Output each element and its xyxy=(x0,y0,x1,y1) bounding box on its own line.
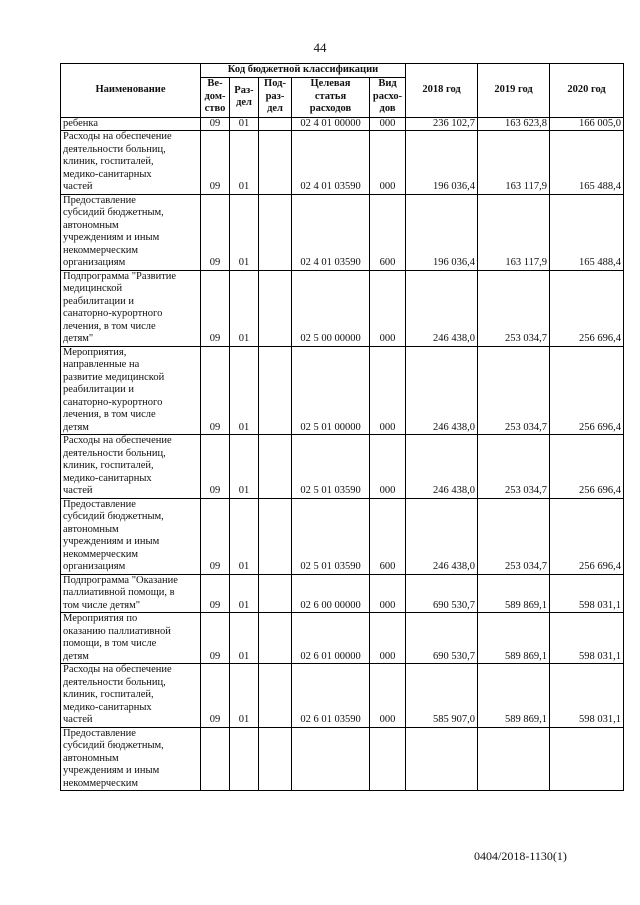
cell-name xyxy=(61,613,201,664)
cell-vid-raskhodov xyxy=(370,727,406,791)
cell-podrazdel xyxy=(259,346,292,435)
cell-name-line: автономным xyxy=(63,752,119,764)
cell-name-line: паллиативной помощи, в xyxy=(63,587,175,598)
cell-2019: 589 869,1 xyxy=(478,613,550,664)
cell-podrazdel xyxy=(259,574,292,613)
cell-razdel: 01 xyxy=(230,498,259,574)
header-name: Наименование xyxy=(61,64,201,118)
cell-name-line: организациям xyxy=(63,561,126,572)
cell-name-line: клиник, госпиталей, xyxy=(63,689,154,700)
cell-vedomstvo: 09 xyxy=(201,270,230,346)
cell-name-line: Расходы на обеспечение xyxy=(63,435,172,446)
cell-tselevaya-statya: 02 5 01 03590 xyxy=(292,498,370,574)
cell-2018: 690 530,7 xyxy=(406,574,478,613)
cell-name-line: некоммерческим xyxy=(63,244,139,256)
cell-vedomstvo: 09 xyxy=(201,498,230,574)
cell-2020: 256 696,4 xyxy=(550,498,624,574)
cell-vid-raskhodov: 000 xyxy=(370,117,406,131)
header-vid-raskhodov: Вид расхо- дов xyxy=(370,77,406,117)
header-2020: 2020 год xyxy=(550,64,624,118)
cell-2019: 163 623,8 xyxy=(478,117,550,131)
cell-razdel: 01 xyxy=(230,346,259,435)
cell-name-line: санаторно-курортного xyxy=(63,308,163,319)
cell-name-line: помощи, в том числе xyxy=(63,638,157,649)
cell-2020: 598 031,1 xyxy=(550,574,624,613)
table-row xyxy=(61,613,624,664)
cell-name-line: лечения, в том числе xyxy=(63,409,156,420)
cell-tselevaya-statya: 02 5 00 00000 xyxy=(292,270,370,346)
cell-2018: 236 102,7 xyxy=(406,117,478,131)
cell-tselevaya-statya xyxy=(292,727,370,791)
cell-name-line: Расходы на обеспечение xyxy=(63,664,172,675)
cell-vedomstvo: 09 xyxy=(201,664,230,728)
cell-2019: 253 034,7 xyxy=(478,346,550,435)
cell-razdel: 01 xyxy=(230,664,259,728)
cell-name xyxy=(61,727,201,791)
table-row xyxy=(61,498,624,574)
cell-name-line: лечения, в том числе xyxy=(63,320,156,332)
cell-tselevaya-statya: 02 5 01 03590 xyxy=(292,435,370,499)
cell-name-line: Подпрограмма "Развитие xyxy=(63,270,177,282)
cell-razdel: 01 xyxy=(230,435,259,499)
table-row xyxy=(61,131,624,195)
cell-name-line: направленные на xyxy=(63,359,140,370)
cell-razdel: 01 xyxy=(230,574,259,613)
cell-2020: 166 005,0 xyxy=(550,117,624,131)
cell-name-line: реабилитации и xyxy=(63,384,134,395)
cell-name xyxy=(61,346,201,435)
cell-name-line: Расходы на обеспечение xyxy=(63,131,172,142)
cell-tselevaya-statya: 02 5 01 00000 xyxy=(292,346,370,435)
cell-2018: 690 530,7 xyxy=(406,613,478,664)
cell-podrazdel xyxy=(259,613,292,664)
header-tselevaya-statya: Целевая статья расходов xyxy=(292,77,370,117)
cell-tselevaya-statya: 02 6 01 03590 xyxy=(292,664,370,728)
cell-name-line: Мероприятия, xyxy=(63,346,127,358)
cell-name-line: учреждениям и иным xyxy=(63,232,160,243)
cell-name xyxy=(61,117,201,131)
table-row xyxy=(61,346,624,435)
header-2019: 2019 год xyxy=(478,64,550,118)
cell-2020: 256 696,4 xyxy=(550,435,624,499)
cell-2020: 598 031,1 xyxy=(550,613,624,664)
cell-name xyxy=(61,664,201,728)
cell-2019 xyxy=(478,727,550,791)
cell-2018: 196 036,4 xyxy=(406,131,478,195)
cell-2020: 256 696,4 xyxy=(550,270,624,346)
cell-podrazdel xyxy=(259,131,292,195)
cell-name-line: некоммерческим xyxy=(63,777,139,789)
cell-name-line: автономным xyxy=(63,219,119,231)
cell-2019: 253 034,7 xyxy=(478,498,550,574)
page-number: 44 xyxy=(313,40,327,55)
table-row xyxy=(61,664,624,728)
cell-name-line: клиник, госпиталей, xyxy=(63,460,154,471)
cell-name-line: учреждениям и иным xyxy=(63,536,160,547)
cell-vedomstvo: 09 xyxy=(201,117,230,131)
cell-tselevaya-statya: 02 4 01 03590 xyxy=(292,194,370,270)
cell-vedomstvo: 09 xyxy=(201,346,230,435)
budget-table xyxy=(60,63,624,791)
cell-name xyxy=(61,194,201,270)
cell-2019: 253 034,7 xyxy=(478,270,550,346)
cell-2019: 589 869,1 xyxy=(478,664,550,728)
cell-2020: 256 696,4 xyxy=(550,346,624,435)
cell-name-line: клиник, госпиталей, xyxy=(63,156,154,167)
cell-vid-raskhodov: 000 xyxy=(370,574,406,613)
cell-tselevaya-statya: 02 6 00 00000 xyxy=(292,574,370,613)
cell-tselevaya-statya: 02 6 01 00000 xyxy=(292,613,370,664)
cell-razdel: 01 xyxy=(230,131,259,195)
cell-vedomstvo xyxy=(201,727,230,791)
cell-2018 xyxy=(406,727,478,791)
cell-2018: 246 438,0 xyxy=(406,435,478,499)
header-razdel: Раз- дел xyxy=(230,77,259,117)
cell-name-line: медицинской xyxy=(63,283,123,294)
cell-vid-raskhodov: 600 xyxy=(370,498,406,574)
cell-vedomstvo: 09 xyxy=(201,131,230,195)
cell-name-line: том числе детям" xyxy=(63,599,141,611)
cell-name-line: субсидий бюджетным, xyxy=(63,207,164,218)
cell-name-line: частей xyxy=(63,714,93,725)
cell-vedomstvo: 09 xyxy=(201,574,230,613)
cell-name xyxy=(61,270,201,346)
cell-2018: 585 907,0 xyxy=(406,664,478,728)
cell-name-line: Подпрограмма "Оказание xyxy=(63,574,178,586)
cell-name-line: Предоставление xyxy=(63,498,136,510)
cell-2018: 246 438,0 xyxy=(406,270,478,346)
cell-2019: 163 117,9 xyxy=(478,194,550,270)
table-row xyxy=(61,270,624,346)
cell-tselevaya-statya: 02 4 01 03590 xyxy=(292,131,370,195)
cell-razdel xyxy=(230,727,259,791)
table-row xyxy=(61,574,624,613)
cell-razdel: 01 xyxy=(230,613,259,664)
cell-vedomstvo: 09 xyxy=(201,613,230,664)
cell-2019: 589 869,1 xyxy=(478,574,550,613)
cell-name-line: детям xyxy=(63,650,89,662)
cell-podrazdel xyxy=(259,117,292,131)
header-classification: Код бюджетной классификации xyxy=(201,64,406,78)
cell-2020: 165 488,4 xyxy=(550,194,624,270)
cell-podrazdel xyxy=(259,498,292,574)
cell-vid-raskhodov: 000 xyxy=(370,435,406,499)
cell-vid-raskhodov: 600 xyxy=(370,194,406,270)
cell-2018: 246 438,0 xyxy=(406,346,478,435)
cell-name-line: ребенка xyxy=(63,117,98,129)
table-body xyxy=(61,117,624,791)
cell-vid-raskhodov: 000 xyxy=(370,613,406,664)
cell-2019: 163 117,9 xyxy=(478,131,550,195)
table-row xyxy=(61,194,624,270)
cell-name-line: развитие медицинской xyxy=(63,371,165,383)
cell-podrazdel xyxy=(259,435,292,499)
table-row xyxy=(61,727,624,791)
cell-vedomstvo: 09 xyxy=(201,435,230,499)
cell-vid-raskhodov: 000 xyxy=(370,270,406,346)
cell-name-line: реабилитации и xyxy=(63,295,134,307)
cell-2019: 253 034,7 xyxy=(478,435,550,499)
cell-name-line: оказанию паллиативной xyxy=(63,625,171,637)
table-row xyxy=(61,435,624,499)
cell-name-line: автономным xyxy=(63,523,119,535)
cell-2018: 196 036,4 xyxy=(406,194,478,270)
cell-vedomstvo: 09 xyxy=(201,194,230,270)
cell-name-line: Мероприятия по xyxy=(63,613,138,624)
cell-name-line: частей xyxy=(63,485,93,496)
cell-vid-raskhodov: 000 xyxy=(370,346,406,435)
cell-name-line: медико-санитарных xyxy=(63,701,152,713)
cell-name-line: некоммерческим xyxy=(63,548,139,560)
cell-razdel: 01 xyxy=(230,194,259,270)
cell-name xyxy=(61,131,201,195)
cell-name-line: медико-санитарных xyxy=(63,168,152,180)
header-vedomstvo: Ве- дом- ство xyxy=(201,77,230,117)
cell-vid-raskhodov: 000 xyxy=(370,131,406,195)
cell-name xyxy=(61,498,201,574)
table-row xyxy=(61,117,624,131)
cell-podrazdel xyxy=(259,664,292,728)
cell-2020: 598 031,1 xyxy=(550,664,624,728)
cell-tselevaya-statya: 02 4 01 00000 xyxy=(292,117,370,131)
cell-name-line: санаторно-курортного xyxy=(63,396,163,408)
cell-name-line: деятельности больниц, xyxy=(63,676,166,688)
cell-name-line: субсидий бюджетным, xyxy=(63,511,164,522)
cell-podrazdel xyxy=(259,270,292,346)
cell-name-line: деятельности больниц, xyxy=(63,143,166,155)
cell-name-line: медико-санитарных xyxy=(63,472,152,484)
cell-name-line: детям" xyxy=(63,333,94,344)
cell-2018: 246 438,0 xyxy=(406,498,478,574)
cell-name-line: деятельности больниц, xyxy=(63,447,166,459)
cell-name xyxy=(61,574,201,613)
cell-name-line: детям xyxy=(63,421,89,433)
cell-2020 xyxy=(550,727,624,791)
cell-name-line: частей xyxy=(63,181,93,192)
cell-razdel: 01 xyxy=(230,270,259,346)
cell-name-line: Предоставление xyxy=(63,727,136,739)
cell-podrazdel xyxy=(259,194,292,270)
header-2018: 2018 год xyxy=(406,64,478,118)
cell-name-line: Предоставление xyxy=(63,194,136,206)
cell-name-line: учреждениям и иным xyxy=(63,765,160,776)
cell-vid-raskhodov: 000 xyxy=(370,664,406,728)
cell-2020: 165 488,4 xyxy=(550,131,624,195)
header-podrazdel: Под- раз- дел xyxy=(259,77,292,117)
document-code: 0404/2018-1130(1) xyxy=(474,849,567,863)
cell-podrazdel xyxy=(259,727,292,791)
cell-name-line: субсидий бюджетным, xyxy=(63,740,164,751)
cell-name-line: организациям xyxy=(63,257,126,268)
cell-name xyxy=(61,435,201,499)
cell-razdel: 01 xyxy=(230,117,259,131)
